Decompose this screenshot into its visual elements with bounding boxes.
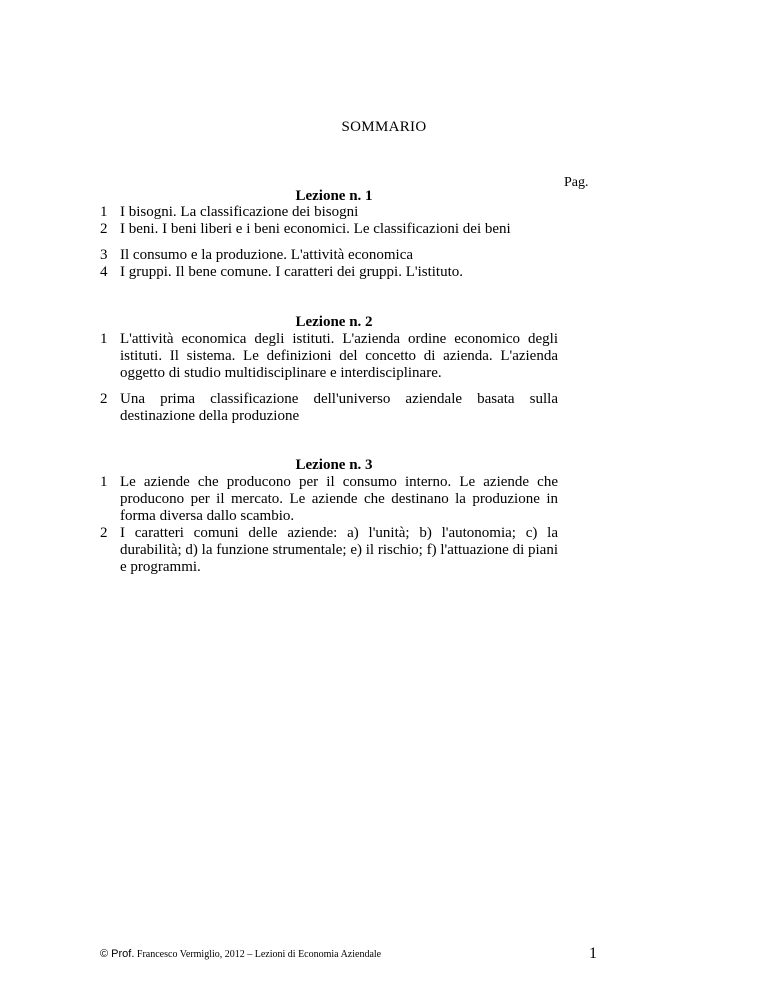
entry-text: Il consumo e la produzione. L'attività economica: [120, 247, 414, 263]
lesson-3-entry-2: [100, 525, 558, 576]
lesson-2-entry-2: [100, 391, 558, 425]
entry-text: L'attività economica degli istituti. L'azienda ordine economico degli istituti. Il sistema. Le definizioni del concetto di azienda. L'azienda oggetto di studio multidisciplinare e interdisciplinare.: [120, 331, 558, 381]
entry-text: Le aziende che producono per il consumo interno. Le aziende che producono per il mercato. Le aziende che destinano la produzione in forma diversa dallo scambio.: [120, 474, 558, 524]
entry-text: I caratteri comuni delle aziende: a) l'unità; b) l'autonomia; c) la durabilità; d) la funzione strumentale; e) il rischio; f) l'attuazione di piani e programmi.: [120, 525, 558, 575]
lesson-1-heading: Lezione n. 1: [295, 188, 373, 204]
page-number: 1: [589, 945, 597, 962]
entry-number: 4: [100, 264, 108, 280]
page-footer: [100, 948, 381, 960]
lesson-1-entry-4: [100, 264, 558, 281]
lesson-3-heading: Lezione n. 3: [295, 457, 373, 473]
lesson-3-entry-1: [100, 474, 558, 525]
entry-number: 1: [100, 204, 108, 220]
lesson-1-entry-1: [100, 204, 558, 221]
entry-text: I gruppi. Il bene comune. I caratteri dei gruppi. L'istituto.: [120, 264, 464, 280]
entry-number: 2: [100, 221, 108, 237]
entry-number: 1: [100, 474, 108, 490]
lesson-1-entry-2: [100, 221, 558, 238]
footer-text: Francesco Vermiglio, 2012 – Lezioni di Economia Aziendale: [136, 949, 382, 960]
lesson-1-entry-3: [100, 247, 558, 264]
entry-number: 2: [100, 391, 108, 407]
entry-text: I bisogni. La classificazione dei bisogni: [120, 204, 359, 220]
lesson-2-entry-1: [100, 331, 558, 382]
document-title: SOMMARIO: [341, 119, 427, 135]
entry-number: 2: [100, 525, 108, 541]
entry-number: 3: [100, 247, 108, 263]
entry-number: 1: [100, 331, 108, 347]
lesson-2-heading: Lezione n. 2: [295, 314, 373, 330]
copyright-notice: © Prof.: [100, 948, 135, 960]
entry-text: Una prima classificazione dell'universo aziendale basata sulla destinazione della produzione: [120, 391, 558, 424]
entry-text: I beni. I beni liberi e i beni economici. Le classificazioni dei beni: [120, 221, 511, 237]
page-column-label: Pag.: [564, 175, 589, 190]
